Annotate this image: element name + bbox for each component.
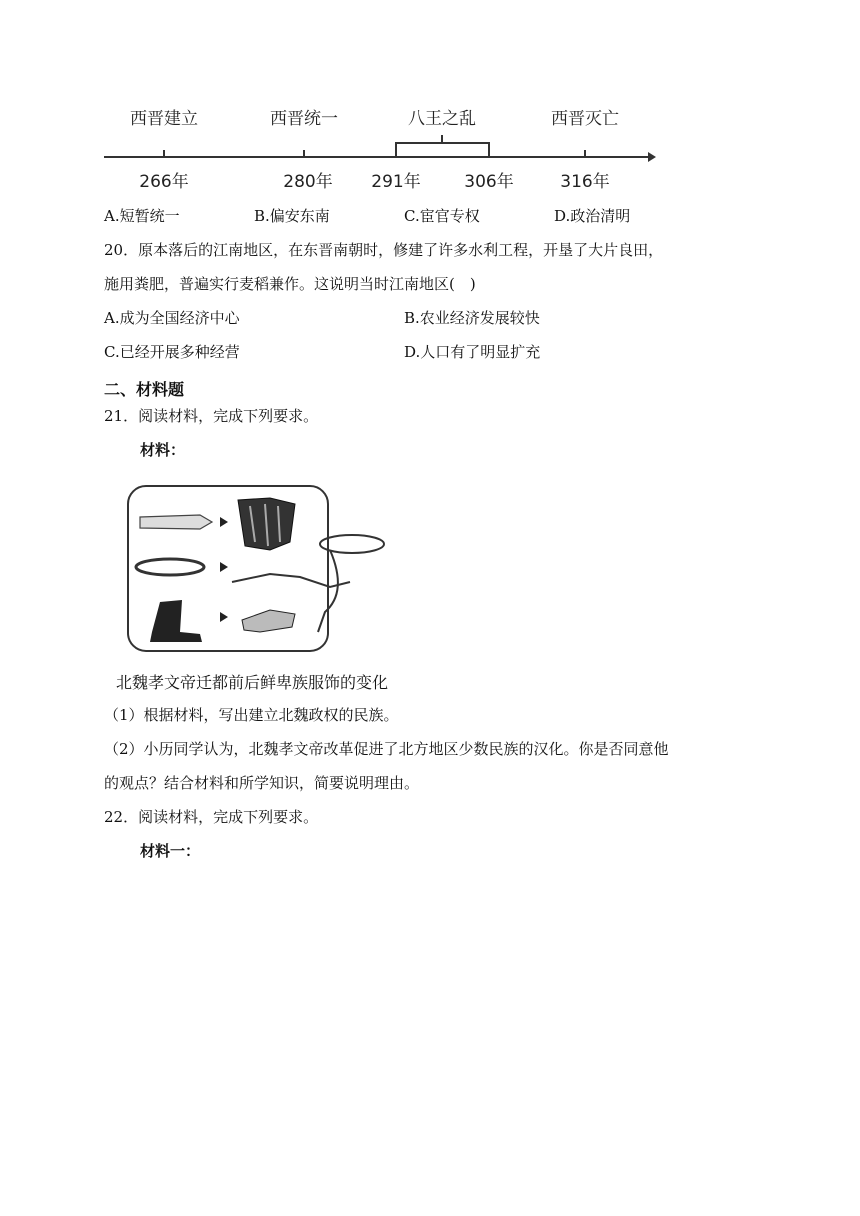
q21-sub2-line1: （2）小历同学认为，北魏孝文帝改革促进了北方地区少数民族的汉化。你是否同意他 (104, 740, 669, 758)
event-label: 八王之乱 (408, 109, 476, 129)
q19-option-a: A.短暂统一 (104, 207, 180, 225)
q20-stem-line2: 施用粪肥，普遍实行麦稻兼作。这说明当时江南地区( ) (104, 275, 476, 293)
q19-option-b: B.偏安东南 (254, 207, 330, 225)
year-label: 306年 (464, 172, 514, 192)
timeline-arrow-icon (648, 152, 656, 162)
q21-stem: 21．阅读材料，完成下列要求。 (104, 407, 319, 425)
year-label: 316年 (560, 172, 610, 192)
q19-option-d: D.政治清明 (554, 207, 631, 225)
q22-stem: 22．阅读材料，完成下列要求。 (104, 808, 319, 826)
wide-sleeve-icon (238, 498, 295, 550)
q19-option-c: C.宦官专权 (404, 207, 480, 225)
q20-option-a: A.成为全国经济中心 (104, 309, 240, 327)
event-label: 西晋统一 (270, 109, 338, 129)
q20-option-d: D.人口有了明显扩充 (404, 343, 541, 361)
event-label: 西晋灭亡 (551, 109, 619, 129)
event-label: 西晋建立 (130, 109, 198, 129)
q21-material-label: 材料： (140, 441, 186, 459)
q21-sub2-line2: 的观点？结合材料和所学知识，简要说明理由。 (104, 774, 420, 792)
timeline-figure (100, 95, 660, 195)
q20-option-c: C.已经开展多种经营 (104, 343, 240, 361)
year-label: 280年 (283, 172, 333, 192)
year-label: 266年 (139, 172, 189, 192)
bracket-baguang (396, 143, 489, 157)
image-caption: 北魏孝文帝迁都前后鲜卑族服饰的变化 (116, 673, 389, 692)
narrow-sleeve-icon (140, 515, 212, 529)
year-label: 291年 (371, 172, 421, 192)
q22-material-label: 材料一： (140, 842, 201, 860)
clothing-change-image (120, 482, 400, 657)
q20-stem-line1: 20．原本落后的江南地区，在东晋南朝时，修建了许多水利工程，开垦了大片良田， (104, 241, 664, 259)
q21-sub1: （1）根据材料，写出建立北魏政权的民族。 (104, 706, 399, 724)
q20-option-b: B.农业经济发展较快 (404, 309, 540, 327)
section-title: 二、材料题 (104, 380, 185, 399)
